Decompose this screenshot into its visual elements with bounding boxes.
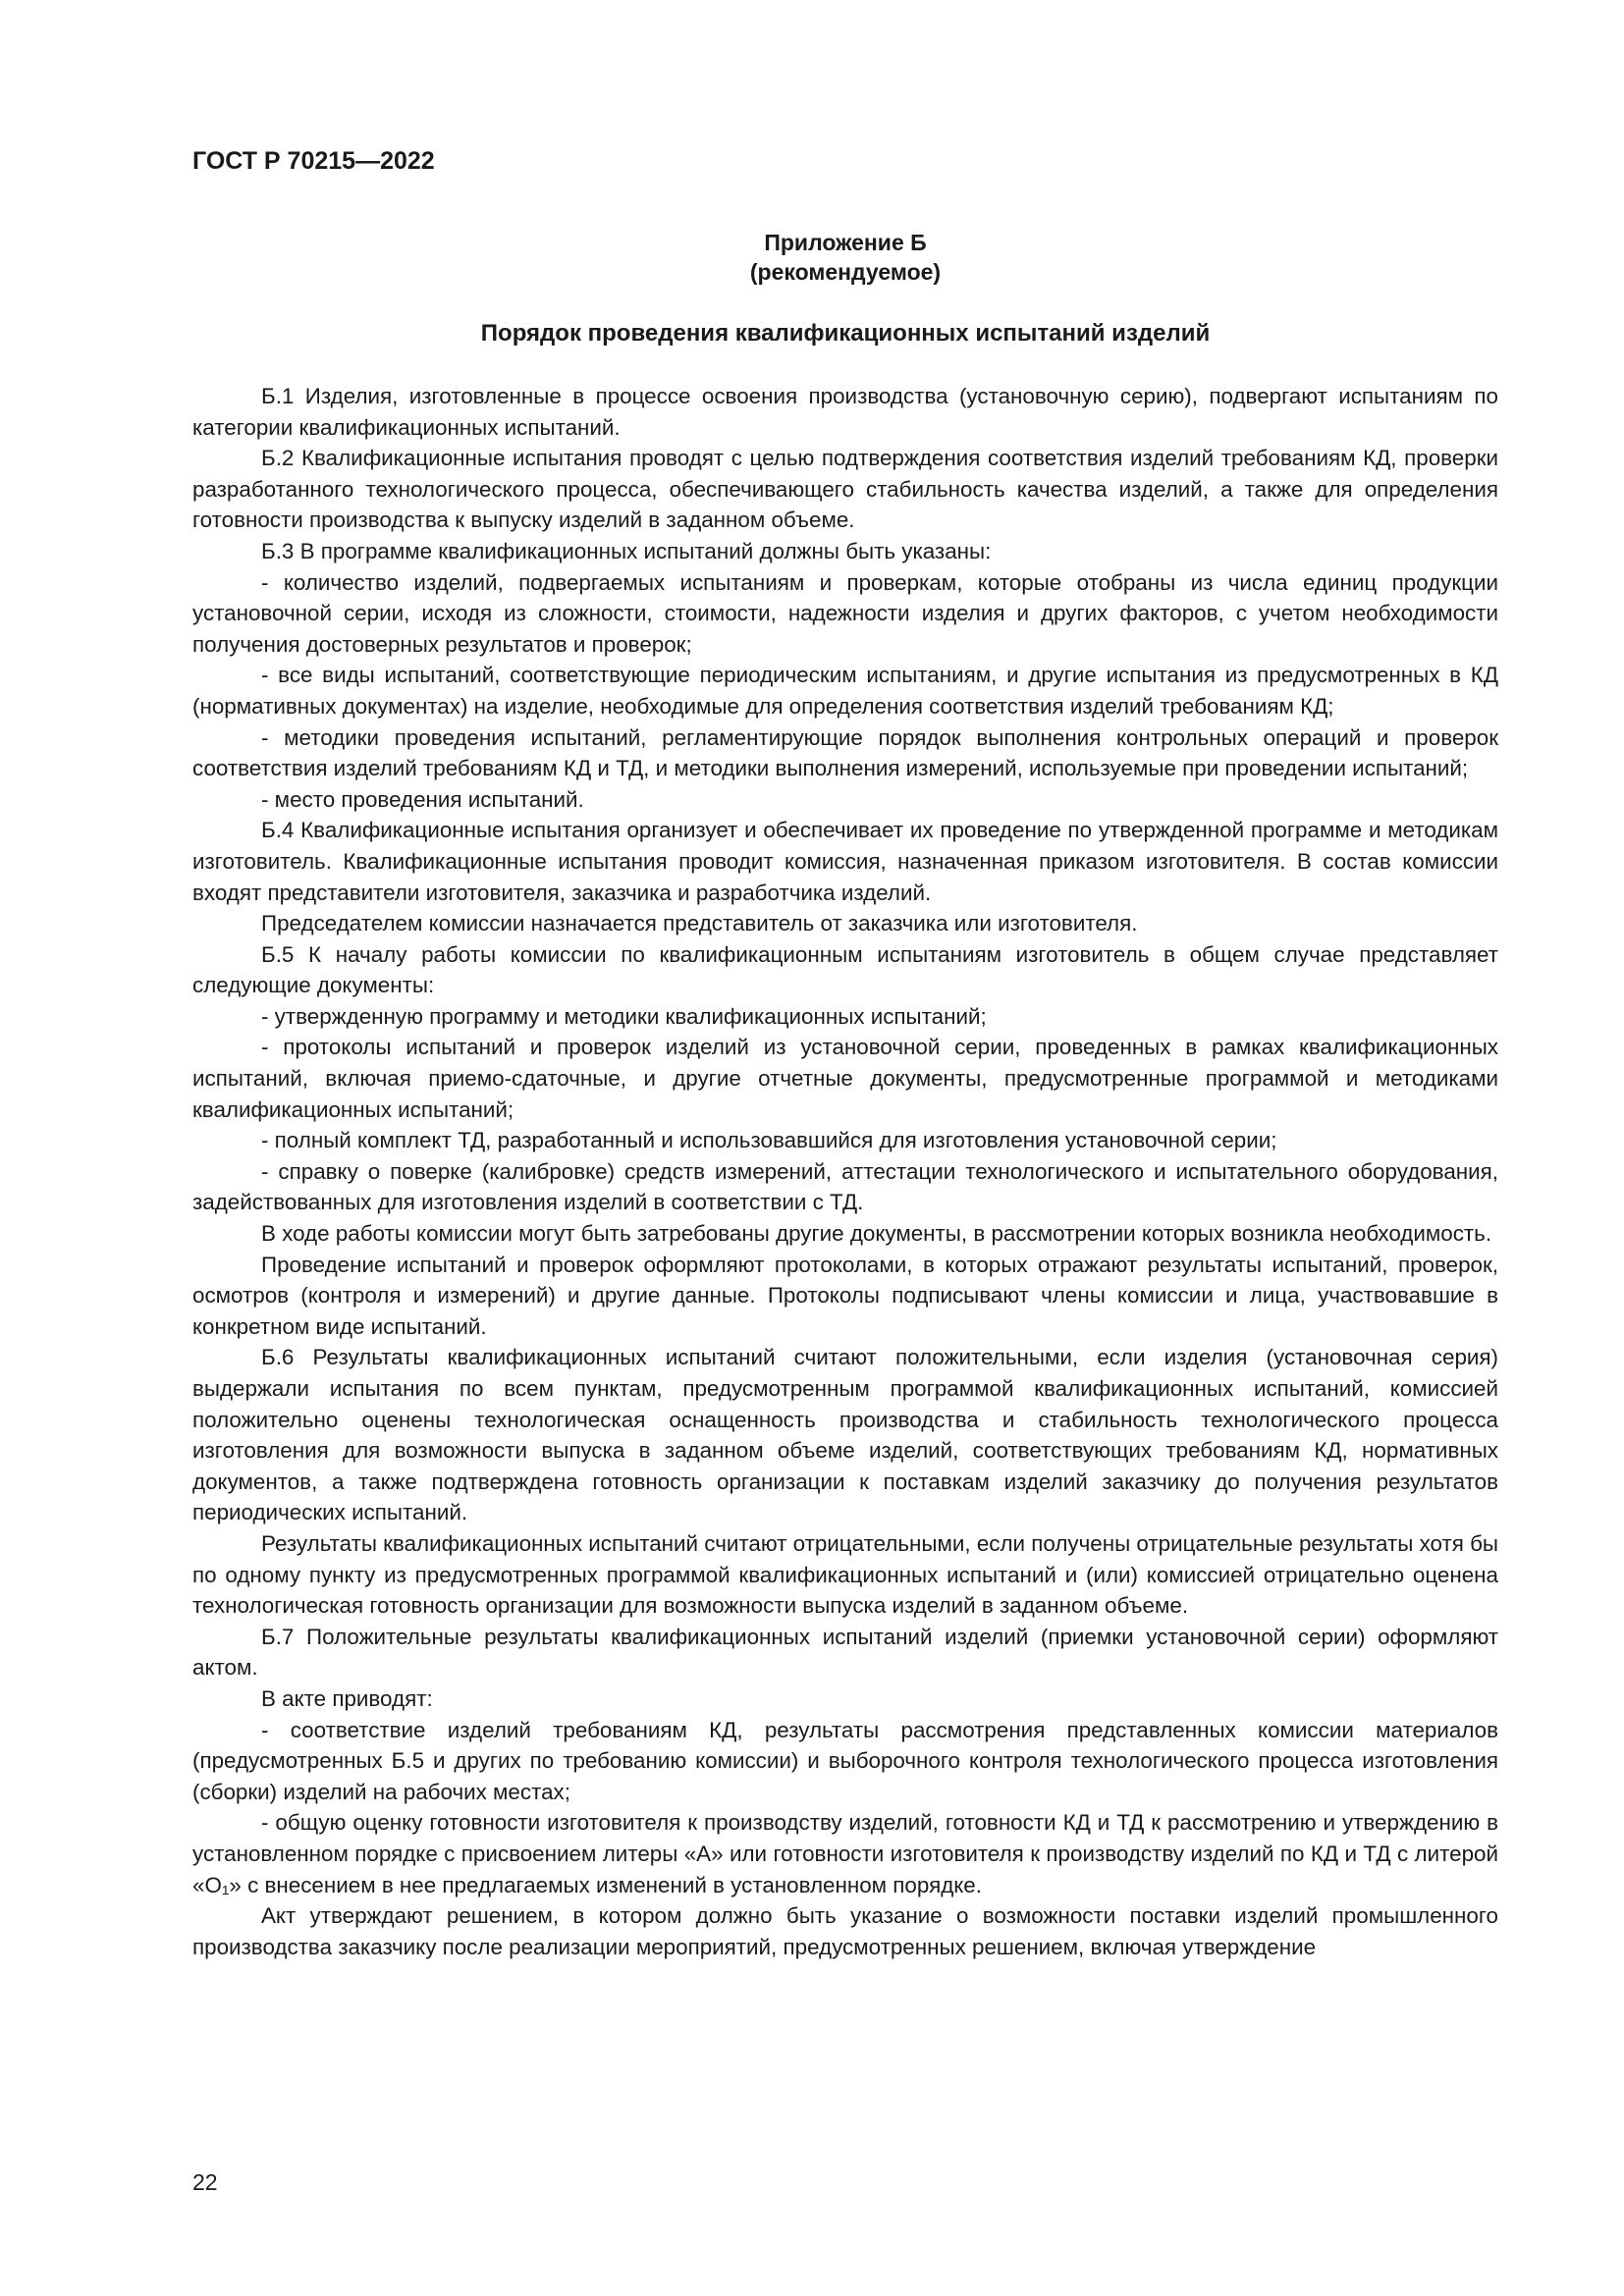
paragraph-b5: Б.5 К началу работы комиссии по квалификационным испытаниям изготовитель в общем случае представляет следующие документы: bbox=[192, 941, 1498, 998]
appendix-status: (рекомендуемое) bbox=[749, 259, 942, 285]
list-item: - количество изделий, подвергаемых испытаниям и проверкам, которые отобраны из числа единиц продукции установочной серии, исходя из сложности, стоимости, надежности изделия и других факторов, с учетом необходимости получения достоверных результатов и проверок; bbox=[192, 569, 1498, 657]
list-item: - утвержденную программу и методики квалификационных испытаний; bbox=[261, 1003, 987, 1029]
paragraph-b6: Б.6 Результаты квалификационных испытаний считают положительными, если изделия (установочная серия) выдержали испытания по всем пунктам, предусмотренным программой квалификационных испытаний, комиссией положительно оценены технологическая оснащенность производства и стабильность технологического процесса изготовления для возможности выпуска в заданном объеме изделий, соответствующих требованиям КД, нормативных документов, а также подтверждена готовность организации к поставкам изделий заказчику до получения результатов периодических испытаний. bbox=[192, 1345, 1498, 1525]
standard-designation: ГОСТ Р 70215—2022 bbox=[192, 147, 435, 175]
paragraph: Акт утверждают решением, в котором должно быть указание о возможности поставки изделий промышленного производства заказчику после реализации мероприятий, предусмотренных решением, включая утверждение bbox=[192, 1903, 1498, 1959]
paragraph: Проведение испытаний и проверок оформляют протоколами, в которых отражают результаты испытаний, проверок, осмотров (контроля и измерений) и другие данные. Протоколы подписывают члены комиссии и лица, участвовавшие в конкретном виде испытаний. bbox=[192, 1252, 1498, 1339]
appendix-heading bbox=[192, 228, 1498, 287]
paragraph-b2: Б.2 Квалификационные испытания проводят с целью подтверждения соответствия изделий требованиям КД, проверки разработанного технологического процесса, обеспечивающего стабильность качества изделий, а также для определения готовности производства к выпуску изделий в заданном объеме. bbox=[192, 446, 1498, 533]
section-title: Порядок проведения квалификационных испытаний изделий bbox=[480, 320, 1211, 347]
paragraph: Председателем комиссии назначается представитель от заказчика или изготовителя. bbox=[261, 911, 1138, 936]
paragraph: Результаты квалификационных испытаний считают отрицательными, если получены отрицательные результаты хотя бы по одному пункту из предусмотренных программой квалификационных испытаний и (или) комиссией отрицательно оценена технологическая готовность организации для возможности выпуска изделий в заданном объеме. bbox=[192, 1530, 1499, 1619]
paragraph-b4: Б.4 Квалификационные испытания организует и обеспечивает их проведение по утвержденной программе и методикам изготовитель. Квалификационные испытания проводит комиссия, назначенная приказом изготовителя. В состав комиссии входят представители изготовителя, заказчика и разработчика изделий. bbox=[192, 818, 1498, 905]
paragraph: В ходе работы комиссии могут быть затребованы другие документы, в рассмотрении которых возникла необходимость. bbox=[261, 1221, 1492, 1247]
paragraph: В акте приводят: bbox=[261, 1685, 433, 1711]
paragraph-b3: Б.3 В программе квалификационных испытаний должны быть указаны: bbox=[261, 538, 992, 563]
paragraph-b7: Б.7 Положительные результаты квалификационных испытаний изделий (приемки установочной серии) оформляют актом. bbox=[192, 1624, 1498, 1681]
list-item: - методики проведения испытаний, регламентирующие порядок выполнения контрольных операций и проверок соответствия изделий требованиям КД и ТД, и методики выполнения измерений, используемые при проведении испытаний; bbox=[192, 724, 1498, 781]
list-item: - соответствие изделий требованиям КД, результаты рассмотрения представленных комиссии материалов (предусмотренных Б.5 и других по требованию комиссии) и выборочного контроля технологического процесса изготовления (сборки) изделий на рабочих местах; bbox=[192, 1717, 1498, 1804]
list-item: - справку о поверке (калибровке) средств измерений, аттестации технологического и испытательного оборудования, задействованных для изготовления изделий в соответствии с ТД. bbox=[192, 1158, 1498, 1215]
list-item: - полный комплект ТД, разработанный и использовавшийся для изготовления установочной серии; bbox=[261, 1128, 1277, 1153]
list-item: - общую оценку готовности изготовителя к производству изделий, готовности КД и ТД к рассмотрению и утверждению в установленном порядке с присвоением литеры «А» или готовности изготовителя к производству изделий по КД и ТД с литерой «О₁» с внесением в нее предлагаемых изменений в установленном порядке. bbox=[192, 1810, 1498, 1897]
appendix-label: Приложение Б bbox=[764, 230, 927, 255]
page-number: 22 bbox=[192, 2169, 218, 2195]
paragraph-b1: Б.1 Изделия, изготовленные в процессе освоения производства (установочную серию), подвергают испытаниям по категории квалификационных испытаний. bbox=[192, 384, 1498, 440]
list-item: - все виды испытаний, соответствующие периодическим испытаниям, и другие испытания из предусмотренных в КД (нормативных документах) на изделие, необходимые для определения соответствия изделий требованиям КД; bbox=[192, 663, 1498, 719]
list-item: - место проведения испытаний. bbox=[261, 786, 584, 812]
document-body bbox=[192, 381, 1498, 1962]
list-item: - протоколы испытаний и проверок изделий из установочной серии, проведенных в рамках квалификационных испытаний, включая приемо-сдаточные, и другие отчетные документы, предусмотренные программой и методиками квалификационных испытаний; bbox=[192, 1035, 1498, 1122]
